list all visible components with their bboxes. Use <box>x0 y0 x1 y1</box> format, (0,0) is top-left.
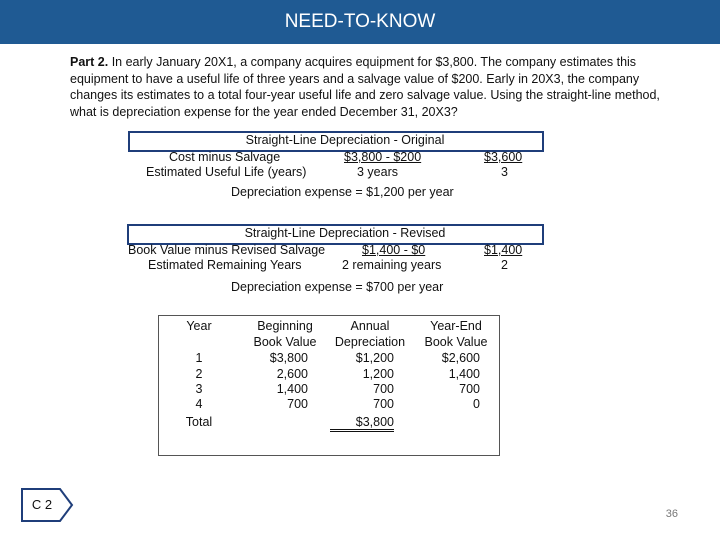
revised-numerator-label: Book Value minus Revised Salvage <box>128 243 326 257</box>
row-beginning: 700 <box>287 397 308 411</box>
row-depreciation: 1,200 <box>362 367 394 381</box>
revised-title: Straight-Line Depreciation - Revised <box>244 226 446 240</box>
slide-title-banner <box>0 0 720 44</box>
col-header-yearend-1: Year-End <box>430 319 482 333</box>
problem-text: In early January 20X1, a company acquires equipment for $3,800. The company estimates this equipment to have a useful life of three years and a salvage value of $200. Early in 20X3, the company changes its estimates to a total four-year useful life and zero salvage value. Using the straight-line method, what is depreciation expense for the year ended December 31, 20X3? <box>70 55 660 119</box>
col-header-year: Year <box>186 319 212 333</box>
revised-denominator-result: 2 <box>501 258 508 272</box>
revised-numerator-expr: $1,400 - $0 <box>362 243 426 257</box>
total-label: Total <box>185 415 213 429</box>
problem-statement <box>70 54 670 120</box>
row-year: 1 <box>195 351 203 365</box>
revised-expense: Depreciation expense = $700 per year <box>231 280 444 294</box>
row-year: 2 <box>195 367 203 381</box>
original-denominator-expr: 3 years <box>357 165 398 179</box>
slide-title: NEED-TO-KNOW <box>284 11 436 32</box>
row-ending: 0 <box>473 397 480 411</box>
revised-denominator-expr: 2 remaining years <box>342 258 442 272</box>
total-depreciation <box>330 415 394 432</box>
page-number: 36 <box>665 508 678 520</box>
row-ending: 700 <box>459 382 480 396</box>
row-ending: 1,400 <box>448 367 480 381</box>
row-depreciation: 700 <box>373 397 394 411</box>
row-depreciation: 700 <box>373 382 394 396</box>
problem-label: Part 2. <box>70 55 109 69</box>
row-year: 3 <box>195 382 203 396</box>
row-year: 4 <box>195 397 203 411</box>
col-header-depreciation-2: Depreciation <box>334 335 406 349</box>
row-beginning: $3,800 <box>269 351 308 365</box>
col-header-beginning-2: Book Value <box>253 335 317 349</box>
total-depreciation-value: $3,800 <box>355 415 394 429</box>
original-numerator-result: $3,600 <box>484 150 523 164</box>
original-numerator-label: Cost minus Salvage <box>169 150 281 164</box>
row-beginning: 2,600 <box>276 367 308 381</box>
badge-label: C 2 <box>31 497 53 512</box>
original-denominator-result: 3 <box>501 165 508 179</box>
col-header-depreciation-1: Annual <box>350 319 390 333</box>
revised-numerator-result: $1,400 <box>484 243 523 257</box>
original-denominator-label: Estimated Useful Life (years) <box>146 165 307 179</box>
row-depreciation: $1,200 <box>355 351 394 365</box>
revised-denominator-label: Estimated Remaining Years <box>148 258 302 272</box>
col-header-beginning-1: Beginning <box>257 319 313 333</box>
original-title: Straight-Line Depreciation - Original <box>245 133 445 147</box>
original-expense: Depreciation expense = $1,200 per year <box>231 185 454 199</box>
learning-objective-badge[interactable] <box>20 487 74 523</box>
original-numerator-expr: $3,800 - $200 <box>344 150 422 164</box>
col-header-yearend-2: Book Value <box>424 335 488 349</box>
row-ending: $2,600 <box>441 351 480 365</box>
row-beginning: 1,400 <box>276 382 308 396</box>
